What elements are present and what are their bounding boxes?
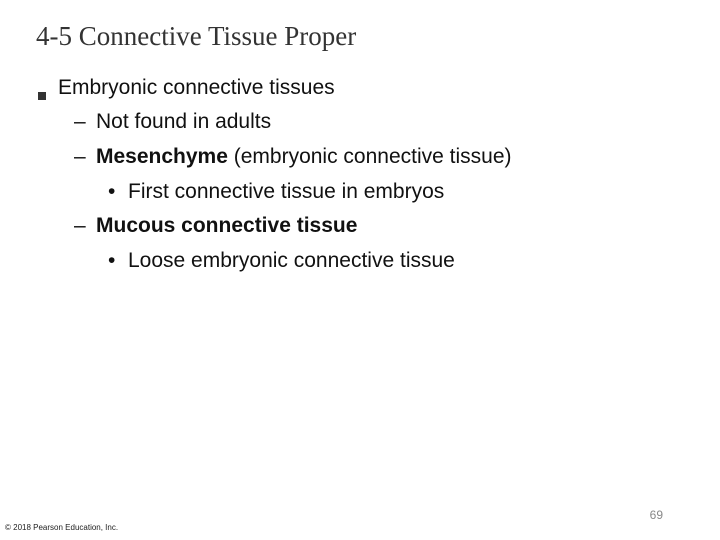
dot-marker: • (108, 180, 116, 203)
bullet-mesenchyme (96, 144, 512, 170)
bullet-loose-embryonic-tissue: Loose embryonic connective tissue (128, 249, 455, 272)
copyright-footer: © 2018 Pearson Education, Inc. (5, 523, 119, 532)
bullet-mucous-connective-tissue: Mucous connective tissue (96, 214, 358, 237)
bullet-first-connective-tissue: First connective tissue in embryos (128, 180, 445, 203)
dash-marker: – (74, 110, 86, 133)
slide-title: 4-5 Connective Tissue Proper (36, 21, 357, 51)
page-number: 69 (649, 508, 663, 522)
mesenchyme-description: (embryonic connective tissue) (227, 145, 512, 168)
square-bullet-icon (38, 83, 46, 109)
bullet-not-found-in-adults: Not found in adults (96, 110, 272, 133)
dot-marker: • (108, 249, 116, 272)
mesenchyme-term: Mesenchyme (96, 145, 228, 168)
dash-marker: – (74, 214, 86, 237)
dash-marker: – (74, 145, 86, 168)
bullet-embryonic-connective-tissues: Embryonic connective tissues (58, 76, 335, 99)
